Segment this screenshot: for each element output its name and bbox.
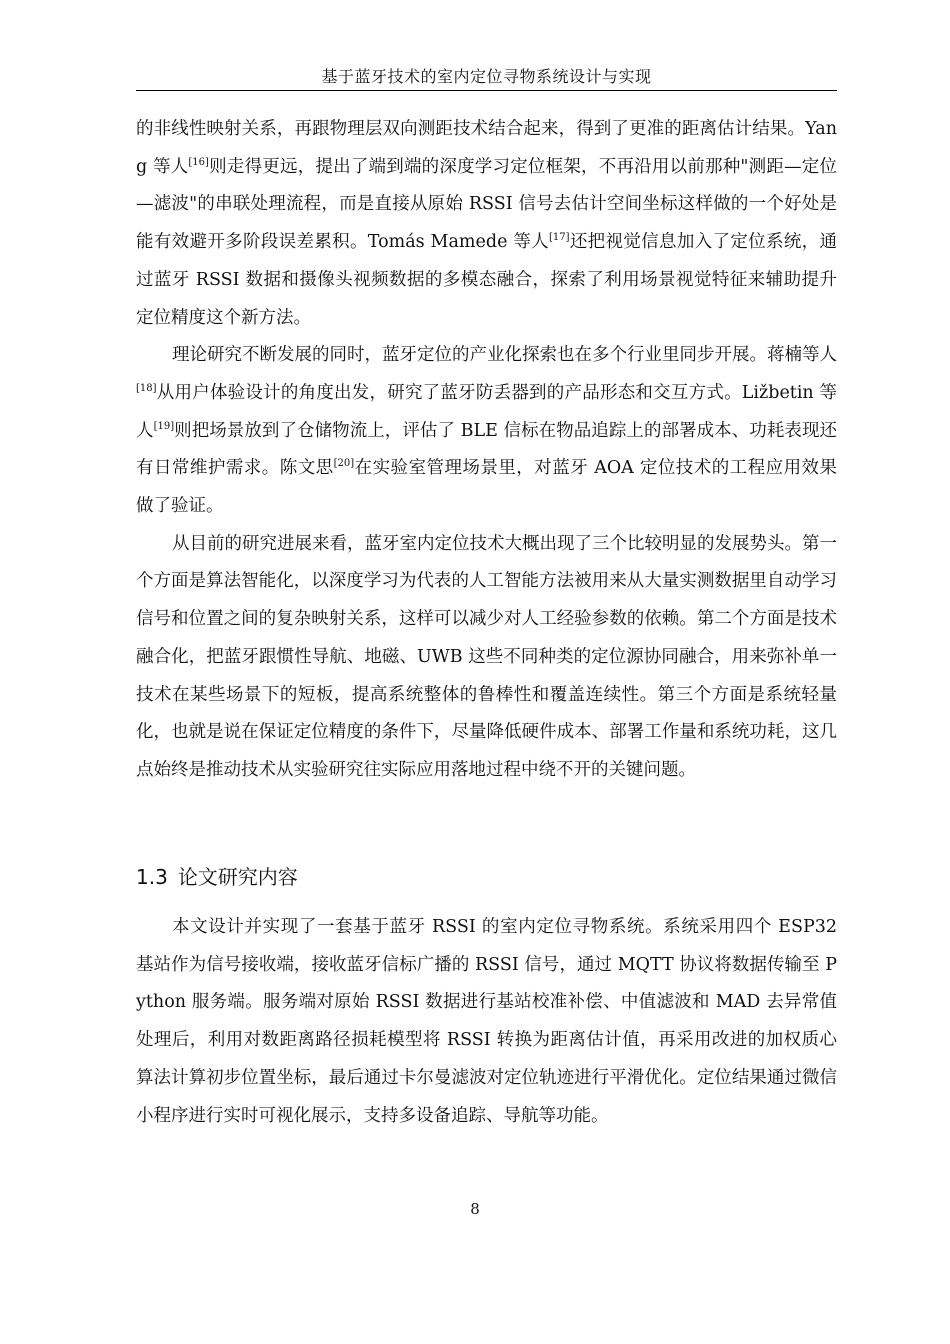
citation-marker: [17]	[548, 232, 570, 244]
paragraph-text: 则把场景放到了仓储物流上，评估了 BLE 信标在物品追踪上的部署成本、功耗表现还有日常维护需求。陈文思	[136, 420, 837, 479]
paragraph	[136, 337, 837, 526]
paragraph-text: 的非线性映射关系，再跟物理层双向测距技术结合起来，得到了更准的距离估计结果。Yang 等人	[136, 119, 837, 177]
citation-marker: [19]	[153, 420, 175, 432]
body-text-bottom	[136, 909, 837, 1135]
paragraph-text: 从目前的研究进展来看，蓝牙室内定位技术大概出现了三个比较明显的发展势头。第一个方面是算法智能化，以深度学习为代表的人工智能方法被用来从大量实测数据里自动学习信号和位置之间的复杂映射关系，这样可以减少对人工经验参数的依赖。第二个方面是技术融合化，把蓝牙跟惯性导航、地磁、UWB 这些不同种类的定位源协同融合，用来弥补单一技术在某些场景下的短板，提高系统整体的鲁棒性和覆盖连续性。第三个方面是系统轻量化，也就是说在保证定位精度的条件下，尽量降低硬件成本、部署工作量和系统功耗，这几点始终是推动技术从实验研究往实际应用落地过程中绕不开的关键问题。	[136, 533, 837, 780]
section-title: 论文研究内容	[177, 865, 298, 889]
paragraph	[136, 111, 837, 337]
paragraph-text: 还把视觉信息加入了定位系统，通过蓝牙 RSSI 数据和摄像头视频数据的多模态融合，探索了利用场景视觉特征来辅助提升定位精度这个新方法。	[136, 232, 837, 328]
paragraph-text: 从用户体验设计的角度出发，研究了蓝牙防丢器到的产品形态和交互方式。Ližbetin 等人	[136, 382, 837, 441]
running-header: 基于蓝牙技术的室内定位寻物系统设计与实现	[321, 67, 652, 86]
paragraph-text: 理论研究不断发展的同时，蓝牙定位的产业化探索也在多个行业里同步开展。蒋楠等人	[172, 345, 837, 366]
paragraph	[136, 909, 837, 1135]
page-number: 8	[470, 1200, 480, 1218]
citation-marker: [20]	[333, 458, 355, 470]
section-number: 1.3	[136, 865, 168, 889]
paragraph-text: 则走得更远，提出了端到端的深度学习定位框架，不再沿用以前那种"测距—定位—滤波"的串联处理流程，而是直接从原始 RSSI 信号去估计空间坐标这样做的一个好处是能有效避开多阶段误差累积。Tomás Mamede 等人	[136, 156, 838, 253]
header-rule	[136, 90, 837, 91]
citation-marker: [16]	[188, 156, 209, 168]
body-text-top	[136, 111, 837, 790]
paragraph	[136, 526, 837, 790]
paragraph-text: 在实验室管理场景里，对蓝牙 AOA 定位技术的工程应用效果做了验证。	[136, 458, 838, 517]
section-heading	[136, 861, 298, 893]
paragraph-text: 本文设计并实现了一套基于蓝牙 RSSI 的室内定位寻物系统。系统采用四个 ESP32 基站作为信号接收端，接收蓝牙信标广播的 RSSI 信号，通过 MQTT 协议将数据传输至 Python 服务端。服务端对原始 RSSI 数据进行基站校准补偿、中值滤波和 MAD 去异常值处理后，利用对数距离路径损耗模型将 RSSI 转换为距离估计值，再采用改进的加权质心算法计算初步位置坐标，最后通过卡尔曼滤波对定位轨迹进行平滑优化。定位结果通过微信小程序进行实时可视化展示，支持多设备追踪、导航等功能。	[136, 917, 837, 1126]
citation-marker: [18]	[136, 382, 157, 394]
